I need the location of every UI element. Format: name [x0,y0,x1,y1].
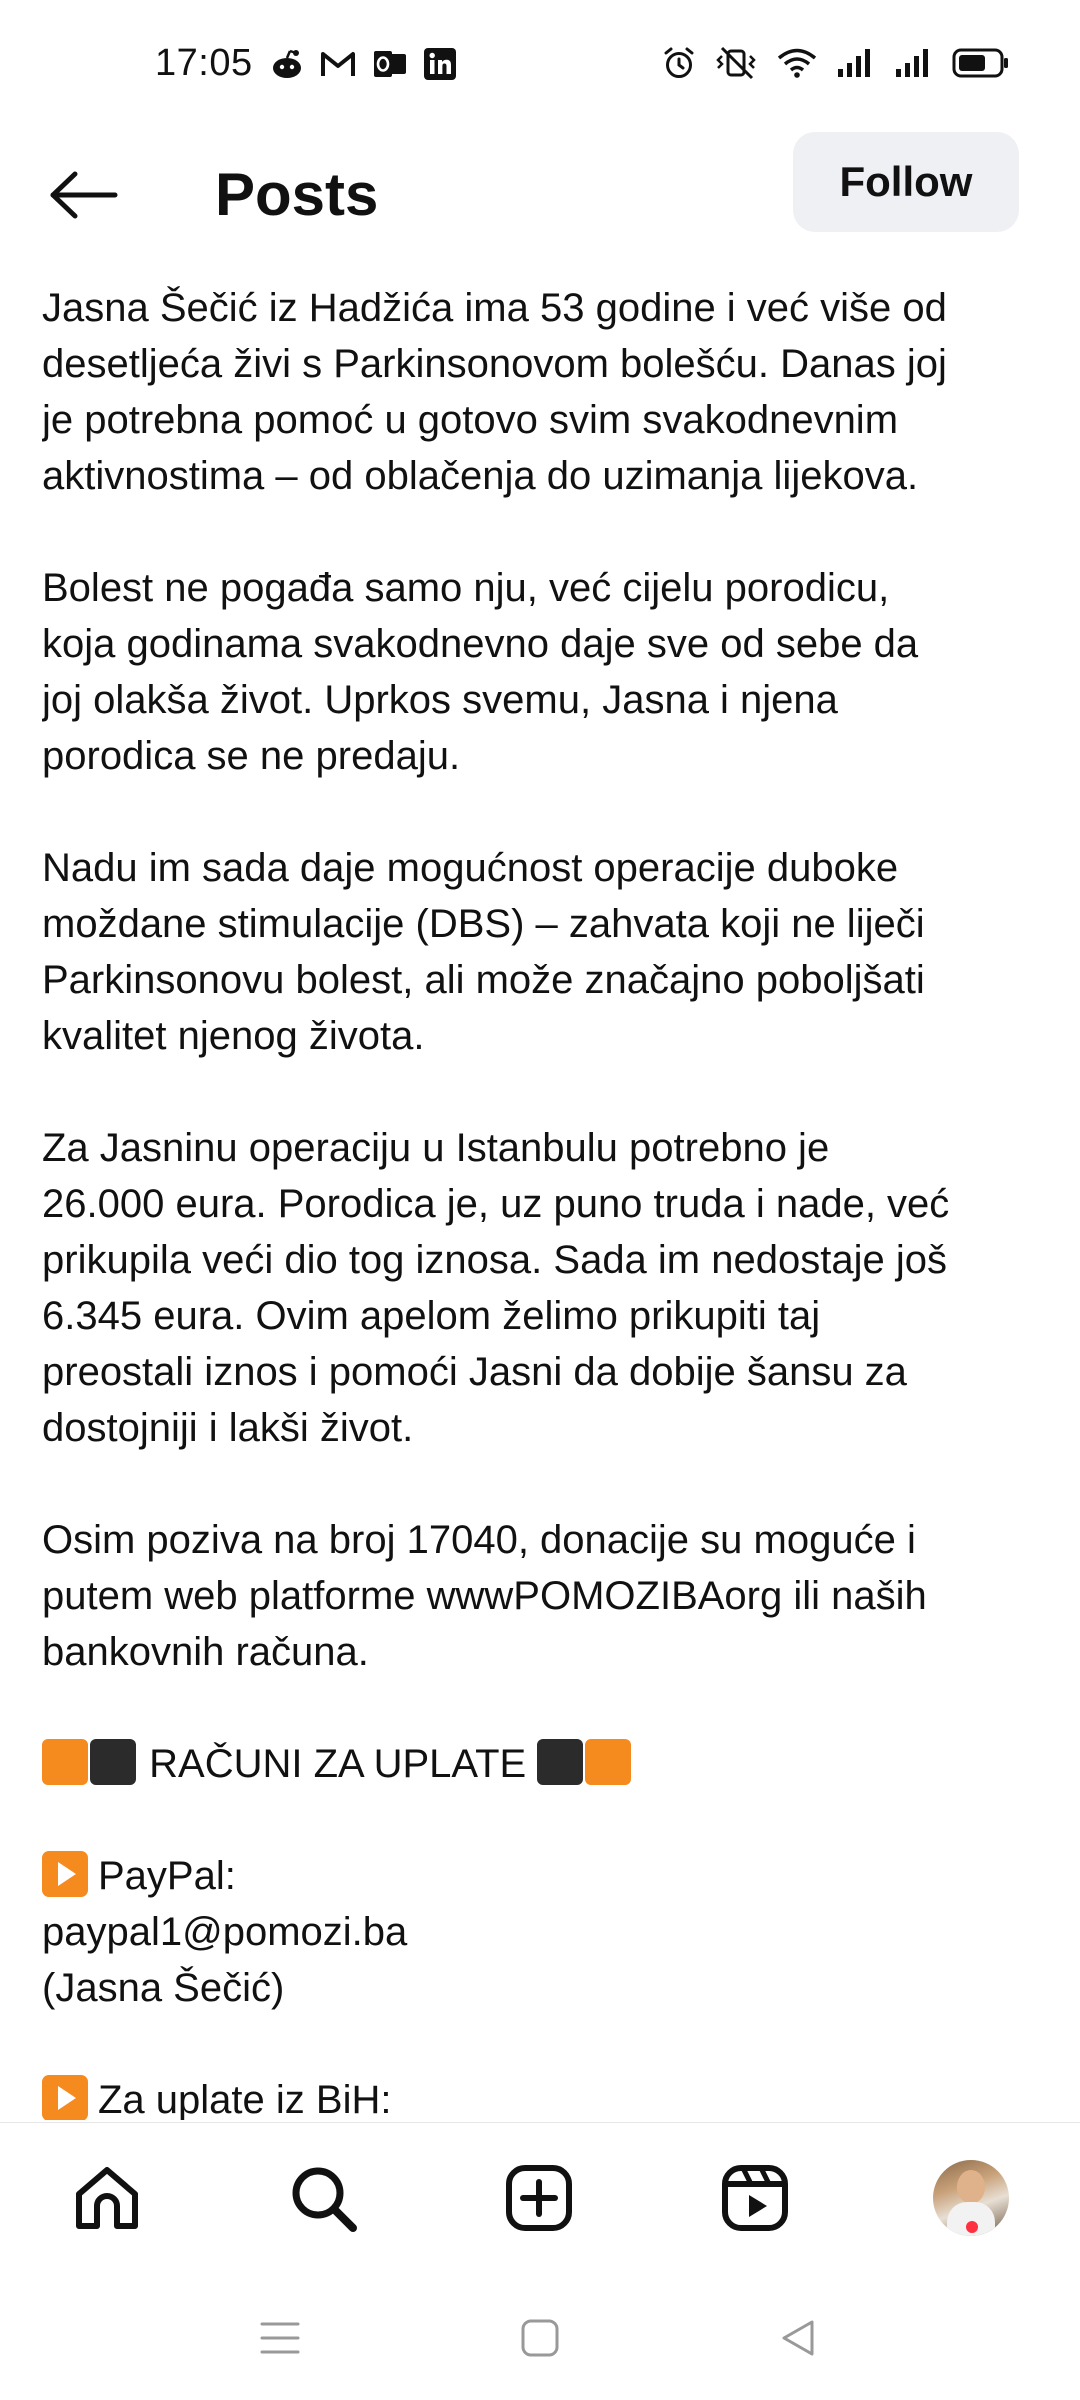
caption-line: dostojniji i lakši život. [42,1406,414,1450]
back-triangle-icon [776,2316,820,2360]
bottom-nav [0,2122,1080,2273]
create-icon [503,2162,575,2234]
post-caption [42,280,1042,2120]
nav-home[interactable] [62,2153,152,2243]
wifi-icon [776,47,818,79]
caption-line: 6.345 eura. Ovim apelom želimo prikupiti taj [42,1294,821,1338]
caption-line: Za Jasninu operaciju u Istanbulu potrebno je [42,1126,830,1170]
caption-line: Osim poziva na broj 17040, donacije su moguće i [42,1518,916,1562]
caption-line: aktivnostima – od oblačenja do uzimanja lijekova. [42,454,919,498]
system-nav [0,2272,1080,2400]
paypal-name: (Jasna Šečić) [42,1966,285,2010]
nav-create[interactable] [494,2153,584,2243]
system-home-button[interactable] [510,2308,570,2368]
menu-icon [258,2318,302,2358]
home-square-icon [518,2316,562,2360]
home-icon [71,2162,143,2234]
back-arrow-icon [47,170,119,220]
status-left-icons [270,48,456,80]
linkedin-icon [424,48,456,80]
outlook-icon [372,49,408,79]
orange-square-emoji [42,1739,88,1785]
alarm-icon [662,46,696,80]
caption-line: kvalitet njenog života. [42,1014,425,1058]
caption-line: je potrebna pomoć u gotovo svim svakodnevnim [42,398,899,442]
search-icon [287,2162,359,2234]
signal-icon [836,47,876,79]
caption-line: 26.000 eura. Porodica je, uz puno truda i nade, već [42,1182,950,1226]
signal-icon-2 [894,47,934,79]
orange-square-emoji [585,1739,631,1785]
paragraph-gap [42,1456,1042,1512]
paragraph-gap [42,2016,1042,2072]
paypal-email[interactable]: paypal1@pomozi.ba [42,1910,408,1954]
accounts-heading: RAČUNI ZA UPLATE [149,1742,527,1786]
status-time: 17:05 [155,42,253,84]
caption-line: desetljeća živi s Parkinsonovom bolešću. Danas joj [42,342,947,386]
play-button-emoji [42,2075,88,2120]
accounts-heading-line [42,1736,1042,1792]
nav-search[interactable] [278,2153,368,2243]
follow-button[interactable]: Follow [793,132,1019,232]
page-title: Posts [215,161,379,228]
caption-line: moždane stimulacije (DBS) – zahvata koji ne liječi [42,902,925,946]
nav-reels[interactable] [710,2153,800,2243]
paypal-label: PayPal: [98,1854,236,1898]
caption-line: Bolest ne pogađa samo nju, već cijelu porodicu, [42,566,890,610]
paragraph-gap [42,1680,1042,1736]
gmail-icon [320,50,356,78]
vibrate-icon [714,46,758,80]
avatar-face [957,2170,985,2204]
black-square-emoji [90,1739,136,1785]
status-right-icons [662,46,1010,80]
header [0,130,1080,260]
caption-line: Nadu im sada daje mogućnost operacije duboke [42,846,899,890]
back-button[interactable] [38,160,128,230]
caption-line: porodica se ne predaju. [42,734,461,778]
paragraph-gap [42,784,1042,840]
paragraph-gap [42,1792,1042,1848]
caption-line: Jasna Šečić iz Hadžića ima 53 godine i već više od [42,286,947,330]
status-bar [0,0,1080,130]
reddit-icon [270,49,304,79]
system-back-button[interactable] [768,2308,828,2368]
caption-line: bankovnih računa. [42,1630,369,1674]
battery-icon [952,48,1010,78]
paragraph-gap [42,504,1042,560]
caption-line: Parkinsonovu bolest, ali može značajno poboljšati [42,958,925,1002]
paypal-label-line [42,1848,1042,1904]
paragraph-gap [42,1064,1042,1120]
caption-line: preostali iznos i pomoći Jasni da dobije šansu za [42,1350,907,1394]
notification-dot [966,2221,978,2233]
system-menu-button[interactable] [250,2308,310,2368]
reels-icon [719,2162,791,2234]
caption-line: koja godinama svakodnevno daje sve od sebe da [42,622,919,666]
play-button-emoji [42,1851,88,1897]
caption-line: joj olakša život. Uprkos svemu, Jasna i njena [42,678,838,722]
bih-label: Za uplate iz BiH: [98,2078,392,2120]
bih-label-line [42,2072,1042,2120]
caption-line: prikupila veći dio tog iznosa. Sada im nedostaje još [42,1238,947,1282]
caption-line: putem web platforme wwwPOMOZIBAorg ili naših [42,1574,927,1618]
black-square-emoji [537,1739,583,1785]
